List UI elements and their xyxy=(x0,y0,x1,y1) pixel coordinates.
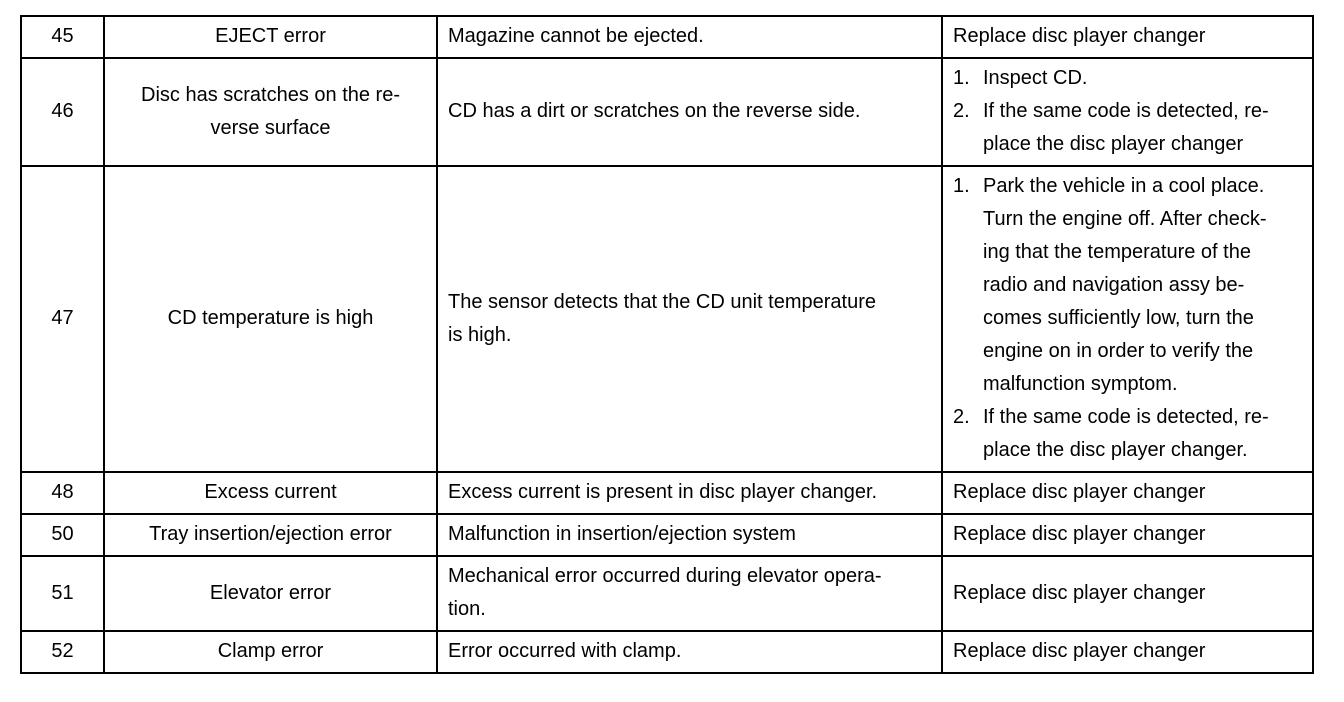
detection-item-cell: Elevator error xyxy=(104,556,437,631)
step-text: Inspect CD. xyxy=(983,67,1088,89)
remedy-step xyxy=(953,62,1302,95)
step-number: 1. xyxy=(953,67,970,89)
step-text: If the same code is detected, re- place the disc player changer. xyxy=(983,406,1269,461)
detection-item-cell: Tray insertion/ejection error xyxy=(104,514,437,556)
detection-item-text: Disc has scratches on the re- verse surface xyxy=(141,83,400,139)
remedy-steps xyxy=(953,62,1302,161)
trouble-area-cell: Malfunction in insertion/ejection system xyxy=(437,514,942,556)
remedy-step xyxy=(953,95,1302,161)
dtc-code-cell: 50 xyxy=(21,514,104,556)
trouble-area-cell: Excess current is present in disc player changer. xyxy=(437,472,942,514)
dtc-code-cell: 48 xyxy=(21,472,104,514)
table-row xyxy=(21,514,1313,556)
step-number: 2. xyxy=(953,406,970,428)
table-row xyxy=(21,16,1313,58)
remedy-cell xyxy=(942,166,1313,472)
table-row xyxy=(21,556,1313,631)
trouble-area-cell: Error occurred with clamp. xyxy=(437,631,942,673)
trouble-area-cell: Mechanical error occurred during elevator opera- tion. xyxy=(437,556,942,631)
trouble-area-cell: CD has a dirt or scratches on the reverse side. xyxy=(437,58,942,166)
remedy-cell xyxy=(942,58,1313,166)
detection-item-cell: Clamp error xyxy=(104,631,437,673)
step-text: If the same code is detected, re- place the disc player changer xyxy=(983,100,1269,155)
step-number: 2. xyxy=(953,100,970,122)
remedy-cell: Replace disc player changer xyxy=(942,631,1313,673)
detection-item-cell: EJECT error xyxy=(104,16,437,58)
dtc-code-cell: 46 xyxy=(21,58,104,166)
dtc-code-cell: 51 xyxy=(21,556,104,631)
detection-item-cell: Excess current xyxy=(104,472,437,514)
table-row xyxy=(21,472,1313,514)
dtc-code-cell: 52 xyxy=(21,631,104,673)
dtc-code-cell: 47 xyxy=(21,166,104,472)
diagnostic-code-table xyxy=(20,15,1314,674)
step-text: Park the vehicle in a cool place. Turn the engine off. After check- ing that the temperature of the radio and navigation assy be- comes sufficiently low, turn the engine on in order to verify the malfunction symptom. xyxy=(983,175,1267,395)
table-row xyxy=(21,631,1313,673)
remedy-cell: Replace disc player changer xyxy=(942,16,1313,58)
trouble-area-cell: The sensor detects that the CD unit temperature is high. xyxy=(437,166,942,472)
remedy-cell: Replace disc player changer xyxy=(942,556,1313,631)
remedy-cell: Replace disc player changer xyxy=(942,472,1313,514)
remedy-step xyxy=(953,401,1302,467)
trouble-area-cell: Magazine cannot be ejected. xyxy=(437,16,942,58)
dtc-code-cell: 45 xyxy=(21,16,104,58)
remedy-cell: Replace disc player changer xyxy=(942,514,1313,556)
detection-item-cell xyxy=(104,58,437,166)
table-row xyxy=(21,58,1313,166)
step-number: 1. xyxy=(953,175,970,197)
remedy-steps xyxy=(953,170,1302,467)
detection-item-cell: CD temperature is high xyxy=(104,166,437,472)
table-row xyxy=(21,166,1313,472)
remedy-step xyxy=(953,170,1302,401)
